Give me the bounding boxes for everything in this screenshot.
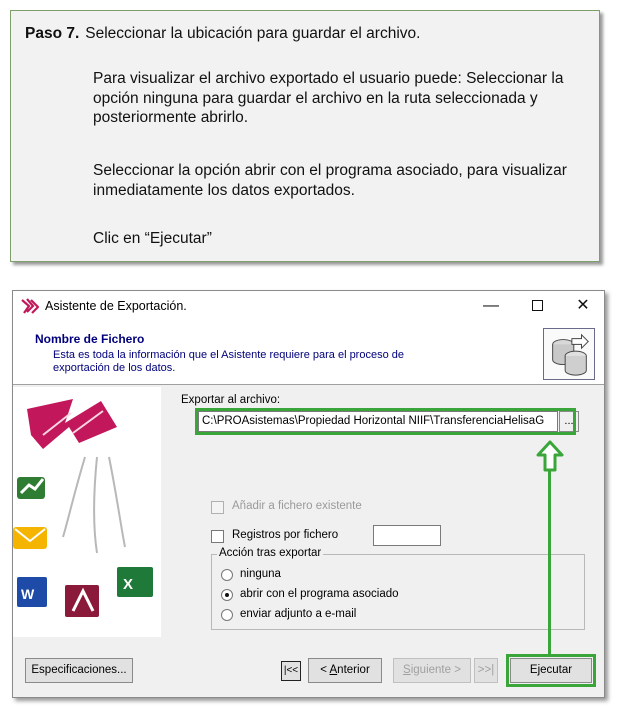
instruction-paragraph-2: Seleccionar la opción abrir con el programa asociado, para visualizar inmediatamente los datos exportados. xyxy=(93,162,567,199)
append-file-checkbox[interactable] xyxy=(211,501,224,514)
instruction-paragraph-1: Para visualizar el archivo exportado el usuario puede: Seleccionar la opción ninguna para guardar el archivo en la ruta seleccionada y posteriormente abrirlo. xyxy=(93,70,564,126)
step-heading xyxy=(25,25,420,43)
first-page-button[interactable]: |<< xyxy=(281,661,301,681)
title-bar[interactable] xyxy=(13,291,604,321)
next-label: iguiente xyxy=(410,664,452,676)
export-path-input[interactable]: C:\PROAsistemas\Propiedad Horizontal NIIF\TransferenciaHelisaG xyxy=(198,411,558,432)
instruction-paragraph-3: Clic en “Ejecutar” xyxy=(93,230,212,247)
step-label: Paso 7. xyxy=(25,25,80,42)
app-icon xyxy=(21,297,39,315)
window-title: Asistente de Exportación. xyxy=(45,299,187,313)
post-export-action-label: Acción tras exportar xyxy=(219,547,322,559)
export-file-label: Exportar al archivo: xyxy=(181,394,281,406)
previous-mnemonic: A xyxy=(329,664,338,676)
instruction-box xyxy=(10,10,600,262)
records-per-file-input[interactable] xyxy=(373,525,441,546)
path-highlight xyxy=(195,408,576,435)
minimize-button[interactable]: — xyxy=(483,297,499,314)
close-button[interactable]: ✕ xyxy=(576,297,590,314)
option-none-radio[interactable] xyxy=(221,569,233,581)
up-arrow-icon xyxy=(536,440,564,472)
option-open-associated-label: abrir con el programa asociado xyxy=(240,588,399,600)
option-open-associated-radio[interactable] xyxy=(221,589,233,601)
specifications-button[interactable]: Especificaciones... xyxy=(25,658,133,683)
option-none-label: ninguna xyxy=(240,568,281,580)
option-email-label: enviar adjunto a e-mail xyxy=(240,608,357,620)
records-per-file-checkbox[interactable] xyxy=(211,530,224,543)
next-mnemonic: S xyxy=(403,664,411,676)
previous-arrow: < xyxy=(320,664,327,676)
wizard-header xyxy=(13,321,604,385)
header-title: Nombre de Fichero xyxy=(35,332,145,346)
connector-line xyxy=(548,470,551,654)
previous-button[interactable] xyxy=(308,658,382,683)
database-export-icon xyxy=(543,328,595,380)
maximize-icon xyxy=(532,300,543,311)
previous-label: nterior xyxy=(337,664,370,676)
option-email-radio[interactable] xyxy=(221,609,233,621)
header-description: Esta es toda la información que el Asistente requiere para el proceso de exportación de los datos. xyxy=(53,349,404,374)
execute-label-end: ecutar xyxy=(540,664,573,676)
browse-button[interactable]: ... xyxy=(559,411,579,432)
step-text: Seleccionar la ubicación para guardar el archivo. xyxy=(85,25,421,42)
wizard-illustration xyxy=(13,387,161,637)
svg-text:X: X xyxy=(123,576,134,593)
maximize-button[interactable] xyxy=(514,291,560,321)
records-per-file-label: Registros por fichero xyxy=(232,529,339,541)
next-arrow: > xyxy=(454,664,461,676)
execute-mnemonic: j xyxy=(537,664,541,676)
export-wizard-window xyxy=(12,290,605,698)
next-button[interactable] xyxy=(393,658,471,683)
svg-text:W: W xyxy=(21,586,35,602)
append-file-label: Añadir a fichero existente xyxy=(232,500,362,512)
execute-highlight xyxy=(506,654,596,687)
last-page-button[interactable]: >>| xyxy=(474,658,498,683)
execute-label-start: E xyxy=(529,664,538,676)
